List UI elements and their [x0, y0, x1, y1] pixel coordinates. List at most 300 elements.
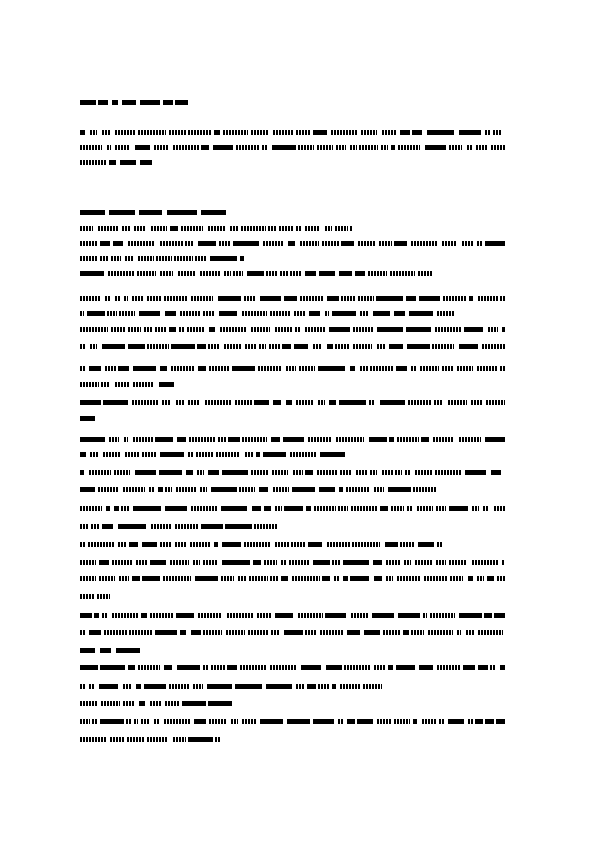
text-word — [137, 271, 156, 276]
text-word — [260, 296, 281, 301]
text-word — [377, 719, 392, 724]
text-word — [318, 400, 325, 405]
text-word — [111, 256, 121, 261]
text-word — [374, 665, 385, 670]
text-word — [238, 576, 247, 581]
text-word — [468, 719, 473, 724]
text-word — [442, 241, 457, 246]
text-word — [317, 145, 333, 150]
text-word — [327, 296, 339, 301]
text-word — [113, 241, 123, 246]
text-word — [222, 542, 241, 547]
text-word — [125, 452, 140, 457]
text-word — [80, 437, 105, 442]
text-word — [249, 576, 268, 581]
text-word — [320, 452, 345, 457]
text-word — [286, 366, 296, 371]
text-word — [284, 296, 297, 301]
text-word — [194, 719, 206, 724]
text-word — [394, 311, 405, 316]
text-word — [296, 130, 311, 135]
text-word — [305, 226, 320, 231]
text-word — [275, 542, 289, 547]
text-word — [487, 576, 494, 581]
text-word — [502, 327, 505, 332]
text-word — [433, 437, 454, 442]
text-word — [80, 366, 85, 371]
text-word — [160, 542, 172, 547]
text-word — [114, 470, 130, 475]
text-word — [155, 630, 177, 635]
text-word — [318, 366, 345, 371]
text-word — [100, 256, 108, 261]
text-word — [123, 487, 145, 492]
text-word — [407, 506, 412, 511]
text-word — [298, 145, 314, 150]
text-word — [409, 311, 433, 316]
text-word — [80, 594, 95, 599]
text-line — [80, 311, 455, 316]
text-word — [300, 296, 323, 301]
text-word — [275, 506, 282, 511]
text-word — [154, 719, 160, 724]
text-word — [294, 311, 306, 316]
text-word — [388, 487, 411, 492]
text-word — [118, 542, 126, 547]
text-word — [123, 684, 131, 689]
text-word — [332, 311, 356, 316]
text-word — [188, 400, 200, 405]
text-word — [471, 400, 483, 405]
text-word — [203, 630, 222, 635]
text-word — [380, 400, 405, 405]
text-word — [147, 296, 162, 301]
text-word — [132, 400, 158, 405]
text-word — [259, 344, 266, 349]
text-word — [415, 470, 432, 475]
text-word — [203, 665, 209, 670]
text-word — [336, 437, 364, 442]
text-word — [80, 226, 93, 231]
text-line — [80, 542, 445, 547]
text-word — [118, 366, 129, 371]
text-word — [369, 400, 375, 405]
text-word — [158, 487, 163, 492]
text-word — [251, 327, 270, 332]
text-word — [478, 665, 488, 670]
text-word — [198, 241, 216, 246]
text-word — [422, 719, 436, 724]
text-word — [254, 400, 269, 405]
text-word — [325, 226, 332, 231]
text-word — [343, 576, 348, 581]
text-word — [80, 560, 96, 565]
text-line — [80, 560, 505, 565]
text-word — [443, 296, 467, 301]
text-word — [350, 366, 355, 371]
text-word — [257, 613, 271, 618]
text-word — [124, 296, 128, 301]
text-word — [208, 344, 219, 349]
text-word — [236, 145, 260, 150]
text-word — [198, 613, 222, 618]
text-word — [105, 366, 116, 371]
text-word — [187, 327, 205, 332]
text-word — [218, 296, 241, 301]
text-word — [417, 506, 433, 511]
text-word — [99, 576, 115, 581]
text-word — [351, 506, 377, 511]
text-word — [123, 701, 135, 706]
text-word — [90, 130, 97, 135]
text-word — [263, 452, 286, 457]
text-word — [208, 226, 226, 231]
text-word — [80, 701, 97, 706]
text-word — [178, 271, 196, 276]
text-word — [435, 470, 461, 475]
text-word — [136, 560, 148, 565]
text-word — [242, 437, 267, 442]
text-word — [142, 452, 156, 457]
text-word — [80, 506, 102, 511]
text-word — [186, 470, 193, 475]
text-word — [118, 524, 146, 529]
text-word — [376, 296, 403, 301]
text-word — [405, 470, 410, 475]
text-word — [138, 665, 160, 670]
text-word — [154, 145, 169, 150]
text-word — [325, 311, 329, 316]
text-word — [214, 130, 220, 135]
text-word — [313, 560, 330, 565]
text-word — [264, 506, 271, 511]
text-line — [80, 226, 352, 231]
text-word — [105, 296, 111, 301]
text-line — [80, 366, 505, 371]
text-word — [181, 226, 203, 231]
text-word — [109, 210, 135, 215]
text-word — [164, 665, 172, 670]
text-word — [126, 719, 131, 724]
text-word — [281, 576, 288, 581]
text-word — [200, 487, 207, 492]
text-word — [398, 613, 420, 618]
text-word — [486, 400, 505, 405]
text-word — [287, 719, 310, 724]
text-word — [268, 226, 276, 231]
text-word — [412, 130, 422, 135]
text-word — [176, 613, 194, 618]
text-word — [112, 100, 118, 105]
text-word — [314, 506, 336, 511]
text-word — [459, 130, 481, 135]
text-word — [388, 665, 393, 670]
text-word — [171, 366, 194, 371]
text-word — [356, 470, 367, 475]
text-word — [133, 382, 154, 387]
text-word — [136, 684, 141, 689]
text-word — [121, 506, 130, 511]
text-word — [326, 665, 342, 670]
text-word — [124, 437, 128, 442]
text-word — [209, 366, 230, 371]
text-word — [430, 613, 455, 618]
text-word — [477, 576, 484, 581]
text-word — [193, 684, 203, 689]
text-word — [313, 344, 322, 349]
text-word — [352, 542, 380, 547]
text-word — [332, 684, 336, 689]
text-word — [391, 145, 395, 150]
text-word — [369, 437, 387, 442]
text-word — [448, 719, 464, 724]
text-word — [165, 487, 172, 492]
text-word — [327, 542, 350, 547]
text-word — [242, 719, 256, 724]
text-word — [403, 630, 409, 635]
text-word — [380, 506, 388, 511]
text-word — [107, 145, 111, 150]
text-word — [305, 630, 317, 635]
text-word — [457, 630, 461, 635]
text-word — [80, 344, 86, 349]
text-word — [80, 100, 96, 105]
text-word — [477, 366, 497, 371]
text-word — [418, 542, 434, 547]
text-word — [374, 487, 384, 492]
text-word — [373, 560, 382, 565]
text-word — [288, 241, 295, 246]
text-word — [135, 145, 150, 150]
text-word — [100, 719, 124, 724]
text-word — [296, 226, 301, 231]
text-word — [165, 701, 179, 706]
text-word — [464, 327, 483, 332]
text-word — [225, 524, 252, 529]
text-word — [347, 719, 355, 724]
text-word — [108, 271, 134, 276]
text-word — [482, 344, 505, 349]
text-word — [116, 648, 140, 653]
text-word — [240, 256, 244, 261]
text-line — [80, 613, 505, 618]
text-word — [331, 130, 358, 135]
text-word — [358, 296, 374, 301]
text-word — [150, 701, 161, 706]
text-word — [176, 400, 185, 405]
text-word — [209, 719, 227, 724]
text-word — [313, 130, 327, 135]
text-word — [459, 613, 482, 618]
text-word — [350, 145, 357, 150]
text-word — [109, 437, 119, 442]
text-word — [115, 145, 130, 150]
text-word — [89, 684, 95, 689]
text-word — [282, 344, 291, 349]
text-word — [230, 226, 238, 231]
text-word — [370, 366, 393, 371]
text-word — [227, 613, 254, 618]
text-line — [80, 630, 505, 635]
text-word — [205, 400, 232, 405]
text-word — [332, 560, 340, 565]
text-word — [165, 311, 176, 316]
text-word — [334, 576, 339, 581]
text-word — [280, 271, 288, 276]
text-word — [361, 130, 377, 135]
text-word — [102, 344, 125, 349]
text-word — [245, 452, 253, 457]
text-word — [160, 366, 167, 371]
text-word — [463, 665, 475, 670]
text-word — [209, 327, 215, 332]
text-line — [80, 719, 505, 724]
text-word — [216, 452, 240, 457]
text-word — [425, 145, 446, 150]
text-word — [358, 241, 375, 246]
text-word — [298, 613, 323, 618]
text-word — [128, 665, 135, 670]
text-word — [91, 524, 99, 529]
text-word — [208, 701, 232, 706]
text-word — [80, 311, 84, 316]
text-word — [203, 311, 215, 316]
text-word — [419, 665, 433, 670]
text-word — [306, 506, 311, 511]
text-word — [173, 737, 186, 742]
text-word — [271, 437, 280, 442]
text-word — [270, 665, 296, 670]
text-word — [98, 487, 119, 492]
text-word — [211, 665, 225, 670]
text-word — [197, 344, 206, 349]
text-word — [266, 684, 292, 689]
text-word — [341, 296, 356, 301]
text-word — [421, 437, 429, 442]
text-word — [232, 366, 255, 371]
text-word — [502, 560, 505, 565]
text-word — [169, 684, 189, 689]
text-word — [142, 542, 157, 547]
text-word — [140, 100, 160, 105]
text-word — [319, 487, 335, 492]
text-word — [201, 210, 226, 215]
text-word — [346, 487, 369, 492]
text-word — [140, 160, 152, 165]
text-word — [251, 470, 268, 475]
text-word — [170, 226, 178, 231]
text-word — [138, 256, 154, 261]
text-word — [322, 576, 330, 581]
text-word — [329, 400, 336, 405]
text-line — [80, 506, 505, 511]
text-word — [475, 719, 483, 724]
text-word — [390, 271, 415, 276]
text-line — [80, 452, 345, 457]
text-word — [235, 684, 262, 689]
text-word — [191, 630, 201, 635]
text-word — [159, 470, 182, 475]
text-word — [343, 560, 369, 565]
text-word — [134, 226, 146, 231]
text-line — [80, 344, 505, 349]
text-word — [301, 665, 321, 670]
text-word — [385, 542, 398, 547]
text-word — [80, 630, 85, 635]
text-word — [370, 470, 377, 475]
text-word — [80, 576, 96, 581]
text-word — [251, 130, 269, 135]
text-word — [357, 719, 373, 724]
text-word — [226, 630, 245, 635]
text-word — [244, 296, 255, 301]
text-word — [415, 560, 433, 565]
text-word — [439, 719, 445, 724]
text-word — [134, 719, 138, 724]
text-word — [213, 145, 233, 150]
text-word — [373, 311, 390, 316]
text-word — [188, 452, 194, 457]
text-line — [80, 160, 152, 165]
text-word — [245, 344, 257, 349]
text-word — [151, 524, 172, 529]
text-word — [132, 576, 140, 581]
text-word — [169, 327, 176, 332]
text-word — [478, 296, 498, 301]
text-word — [327, 344, 333, 349]
text-word — [247, 271, 264, 276]
text-word — [395, 470, 402, 475]
text-line — [80, 145, 505, 150]
text-word — [289, 560, 309, 565]
text-word — [80, 160, 106, 165]
text-word — [144, 327, 152, 332]
text-word — [111, 327, 126, 332]
text-word — [476, 145, 487, 150]
text-word — [290, 452, 317, 457]
text-word — [344, 665, 370, 670]
text-line — [80, 130, 505, 135]
text-word — [221, 506, 247, 511]
text-word — [263, 241, 284, 246]
text-word — [128, 241, 155, 246]
text-word — [389, 344, 403, 349]
text-word — [339, 487, 343, 492]
text-word — [260, 719, 283, 724]
text-word — [472, 506, 479, 511]
text-word — [218, 437, 226, 442]
text-word — [107, 311, 117, 316]
text-word — [368, 271, 387, 276]
text-word — [295, 327, 301, 332]
text-word — [299, 366, 315, 371]
text-word — [80, 145, 102, 150]
text-word — [132, 296, 144, 301]
text-word — [112, 613, 139, 618]
text-word — [273, 130, 293, 135]
text-word — [80, 296, 101, 301]
text-word — [101, 382, 110, 387]
text-word — [210, 256, 237, 261]
text-word — [462, 241, 474, 246]
text-word — [259, 487, 268, 492]
text-word — [488, 327, 498, 332]
text-word — [300, 241, 319, 246]
text-word — [396, 665, 415, 670]
text-word — [188, 130, 211, 135]
text-word — [142, 576, 160, 581]
text-word — [400, 130, 410, 135]
